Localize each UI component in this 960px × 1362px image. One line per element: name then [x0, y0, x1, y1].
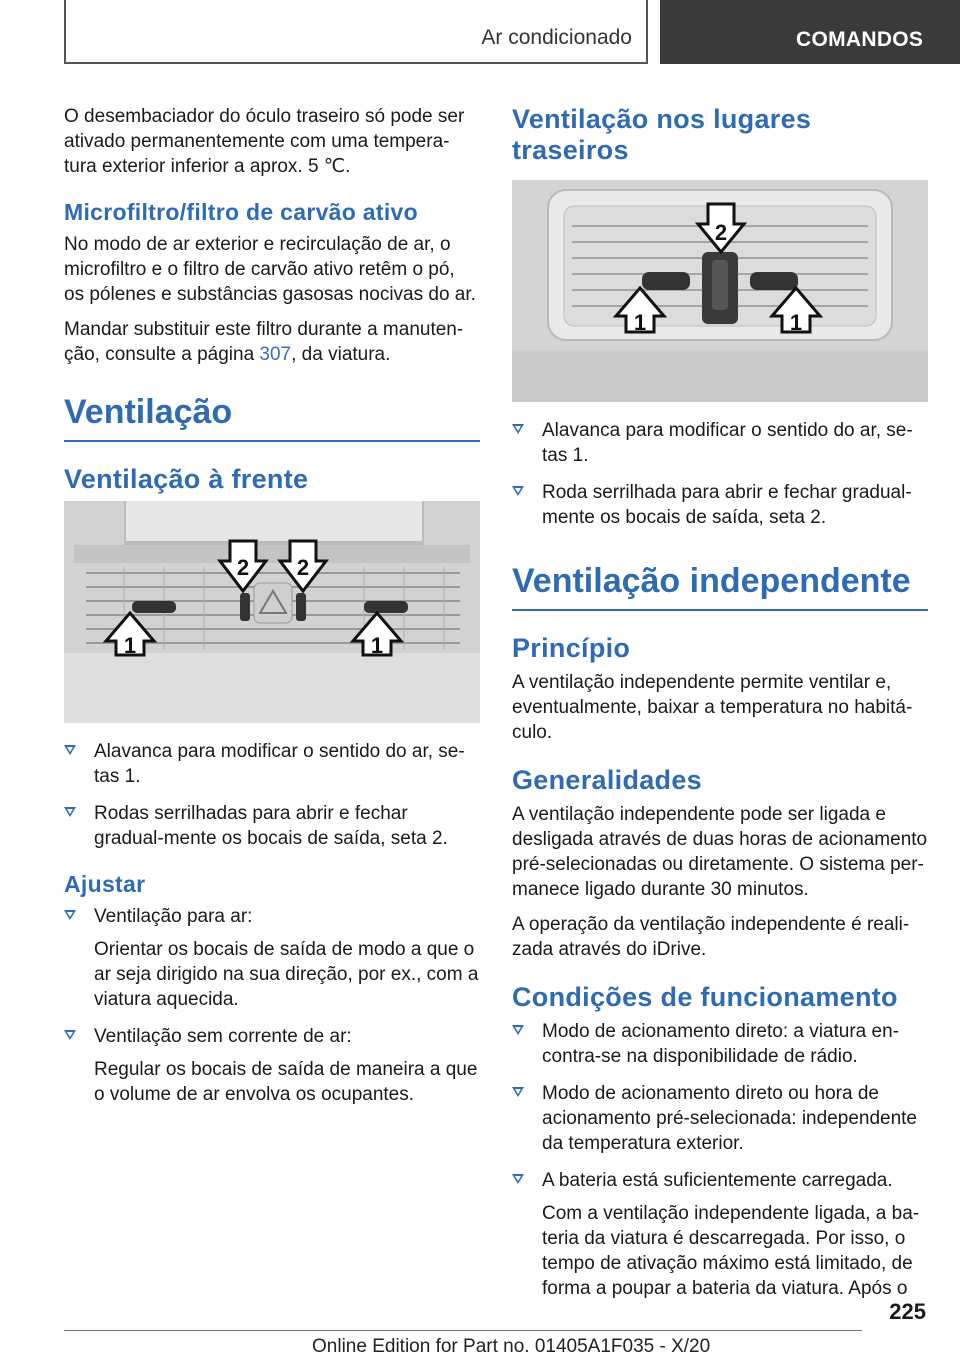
adjust-heading: Ajustar [64, 871, 146, 897]
section-title: Ar condicionado [481, 26, 632, 49]
rear-vent-heading: Ventilação nos lugares traseiros [512, 104, 812, 165]
chapter-tab: COMANDOS [660, 0, 960, 64]
general-paragraph-1: A ventilação independente pode ser ligada e desligada através de duas horas de acionamento pré-selecionadas ou diretamente. O sistema per-manece ligado durante 30 minutos. [512, 804, 928, 900]
bullet-triangle-icon [64, 910, 76, 920]
svg-text:2: 2 [236, 555, 250, 580]
conditions-heading: Condições de funcionamento [512, 982, 898, 1012]
left-column [64, 104, 480, 1119]
principle-heading: Princípio [512, 633, 631, 663]
bullet-triangle-icon [512, 486, 524, 496]
bullet-triangle-icon [64, 807, 76, 817]
page-number: 225 [889, 1299, 926, 1324]
adjust-list [64, 904, 480, 1107]
svg-text:1: 1 [370, 633, 384, 658]
front-vent-list [64, 739, 480, 851]
principle-paragraph: A ventilação independente permite ventilar e, eventualmente, baixar a temperatura no habitá-culo. [512, 672, 913, 743]
general-heading: Generalidades [512, 765, 702, 795]
svg-text:2: 2 [296, 555, 310, 580]
independent-vent-heading: Ventilação independente [512, 562, 928, 611]
header-frame [64, 0, 648, 64]
ventilation-heading: Ventilação [64, 393, 480, 442]
bullet-triangle-icon [512, 1087, 524, 1097]
front-vent-heading: Ventilação à frente [64, 464, 309, 494]
list-item: Alavanca para modificar o sentido do ar, se-tas 1. [512, 418, 928, 468]
bullet-triangle-icon [64, 745, 76, 755]
conditions-list [512, 1019, 928, 1301]
right-column [512, 104, 928, 1313]
svg-text:1: 1 [633, 310, 647, 335]
list-item: A bateria está suficientemente carregada. Com a ventilação independente ligada, a ba-teria da viatura é descarregada. Por isso, o tempo de ativação máximo está limitado, de forma a poupar a bateria da viatura. Após o [512, 1168, 928, 1301]
list-item: Roda serrilhada para abrir e fechar gradual-mente os bocais de saída, seta 2. [512, 480, 928, 530]
bullet-triangle-icon [512, 424, 524, 434]
bullet-triangle-icon [512, 1025, 524, 1035]
general-paragraph-2: A operação da ventilação independente é reali-zada através do iDrive. [512, 914, 910, 960]
edition-note: Online Edition for Part no. 01405A1F035 - X/20 [312, 1336, 711, 1357]
page-link[interactable]: 307 [259, 344, 292, 365]
bullet-triangle-icon [64, 1030, 76, 1040]
list-item: Alavanca para modificar o sentido do ar, se-tas 1. [64, 739, 480, 789]
filter-paragraph-2: Mandar substituir este filtro durante a manuten-ção, consulte a página 307, da viatura. [64, 319, 464, 365]
footer-divider [64, 1330, 862, 1331]
rear-vent-list [512, 418, 928, 530]
list-item: Modo de acionamento direto ou hora de acionamento pré-selecionada: independente da temperatura exterior. [512, 1081, 928, 1156]
list-item: Ventilação para ar: Orientar os bocais de saída de modo a que o ar seja dirigido na sua direção, por ex., com a viatura aquecida. [64, 904, 480, 1012]
filter-heading: Microfiltro/filtro de carvão ativo [64, 199, 418, 225]
list-item: Modo de acionamento direto: a viatura en-contra-se na disponibilidade de rádio. [512, 1019, 928, 1069]
svg-text:2: 2 [714, 220, 728, 245]
list-item: Ventilação sem corrente de ar: Regular os bocais de saída de maneira a que o volume de ar envolva os ocupantes. [64, 1024, 480, 1107]
filter-paragraph-1: No modo de ar exterior e recirculação de ar, o microfiltro e o filtro de carvão ativo retêm o pó, os pólenes e substâncias gasosas nocivas do ar. [64, 234, 476, 305]
svg-text:1: 1 [123, 633, 137, 658]
intro-paragraph: O desembaciador do óculo traseiro só pode ser ativado permanentemente com uma tempera-tura exterior inferior a aprox. 5 ℃. [64, 106, 465, 177]
bullet-triangle-icon [512, 1174, 524, 1184]
list-item: Rodas serrilhadas para abrir e fechar gradual-mente os bocais de saída, seta 2. [64, 801, 480, 851]
svg-text:1: 1 [789, 310, 803, 335]
rear-vent-figure [512, 180, 928, 402]
front-vent-figure [64, 501, 480, 723]
